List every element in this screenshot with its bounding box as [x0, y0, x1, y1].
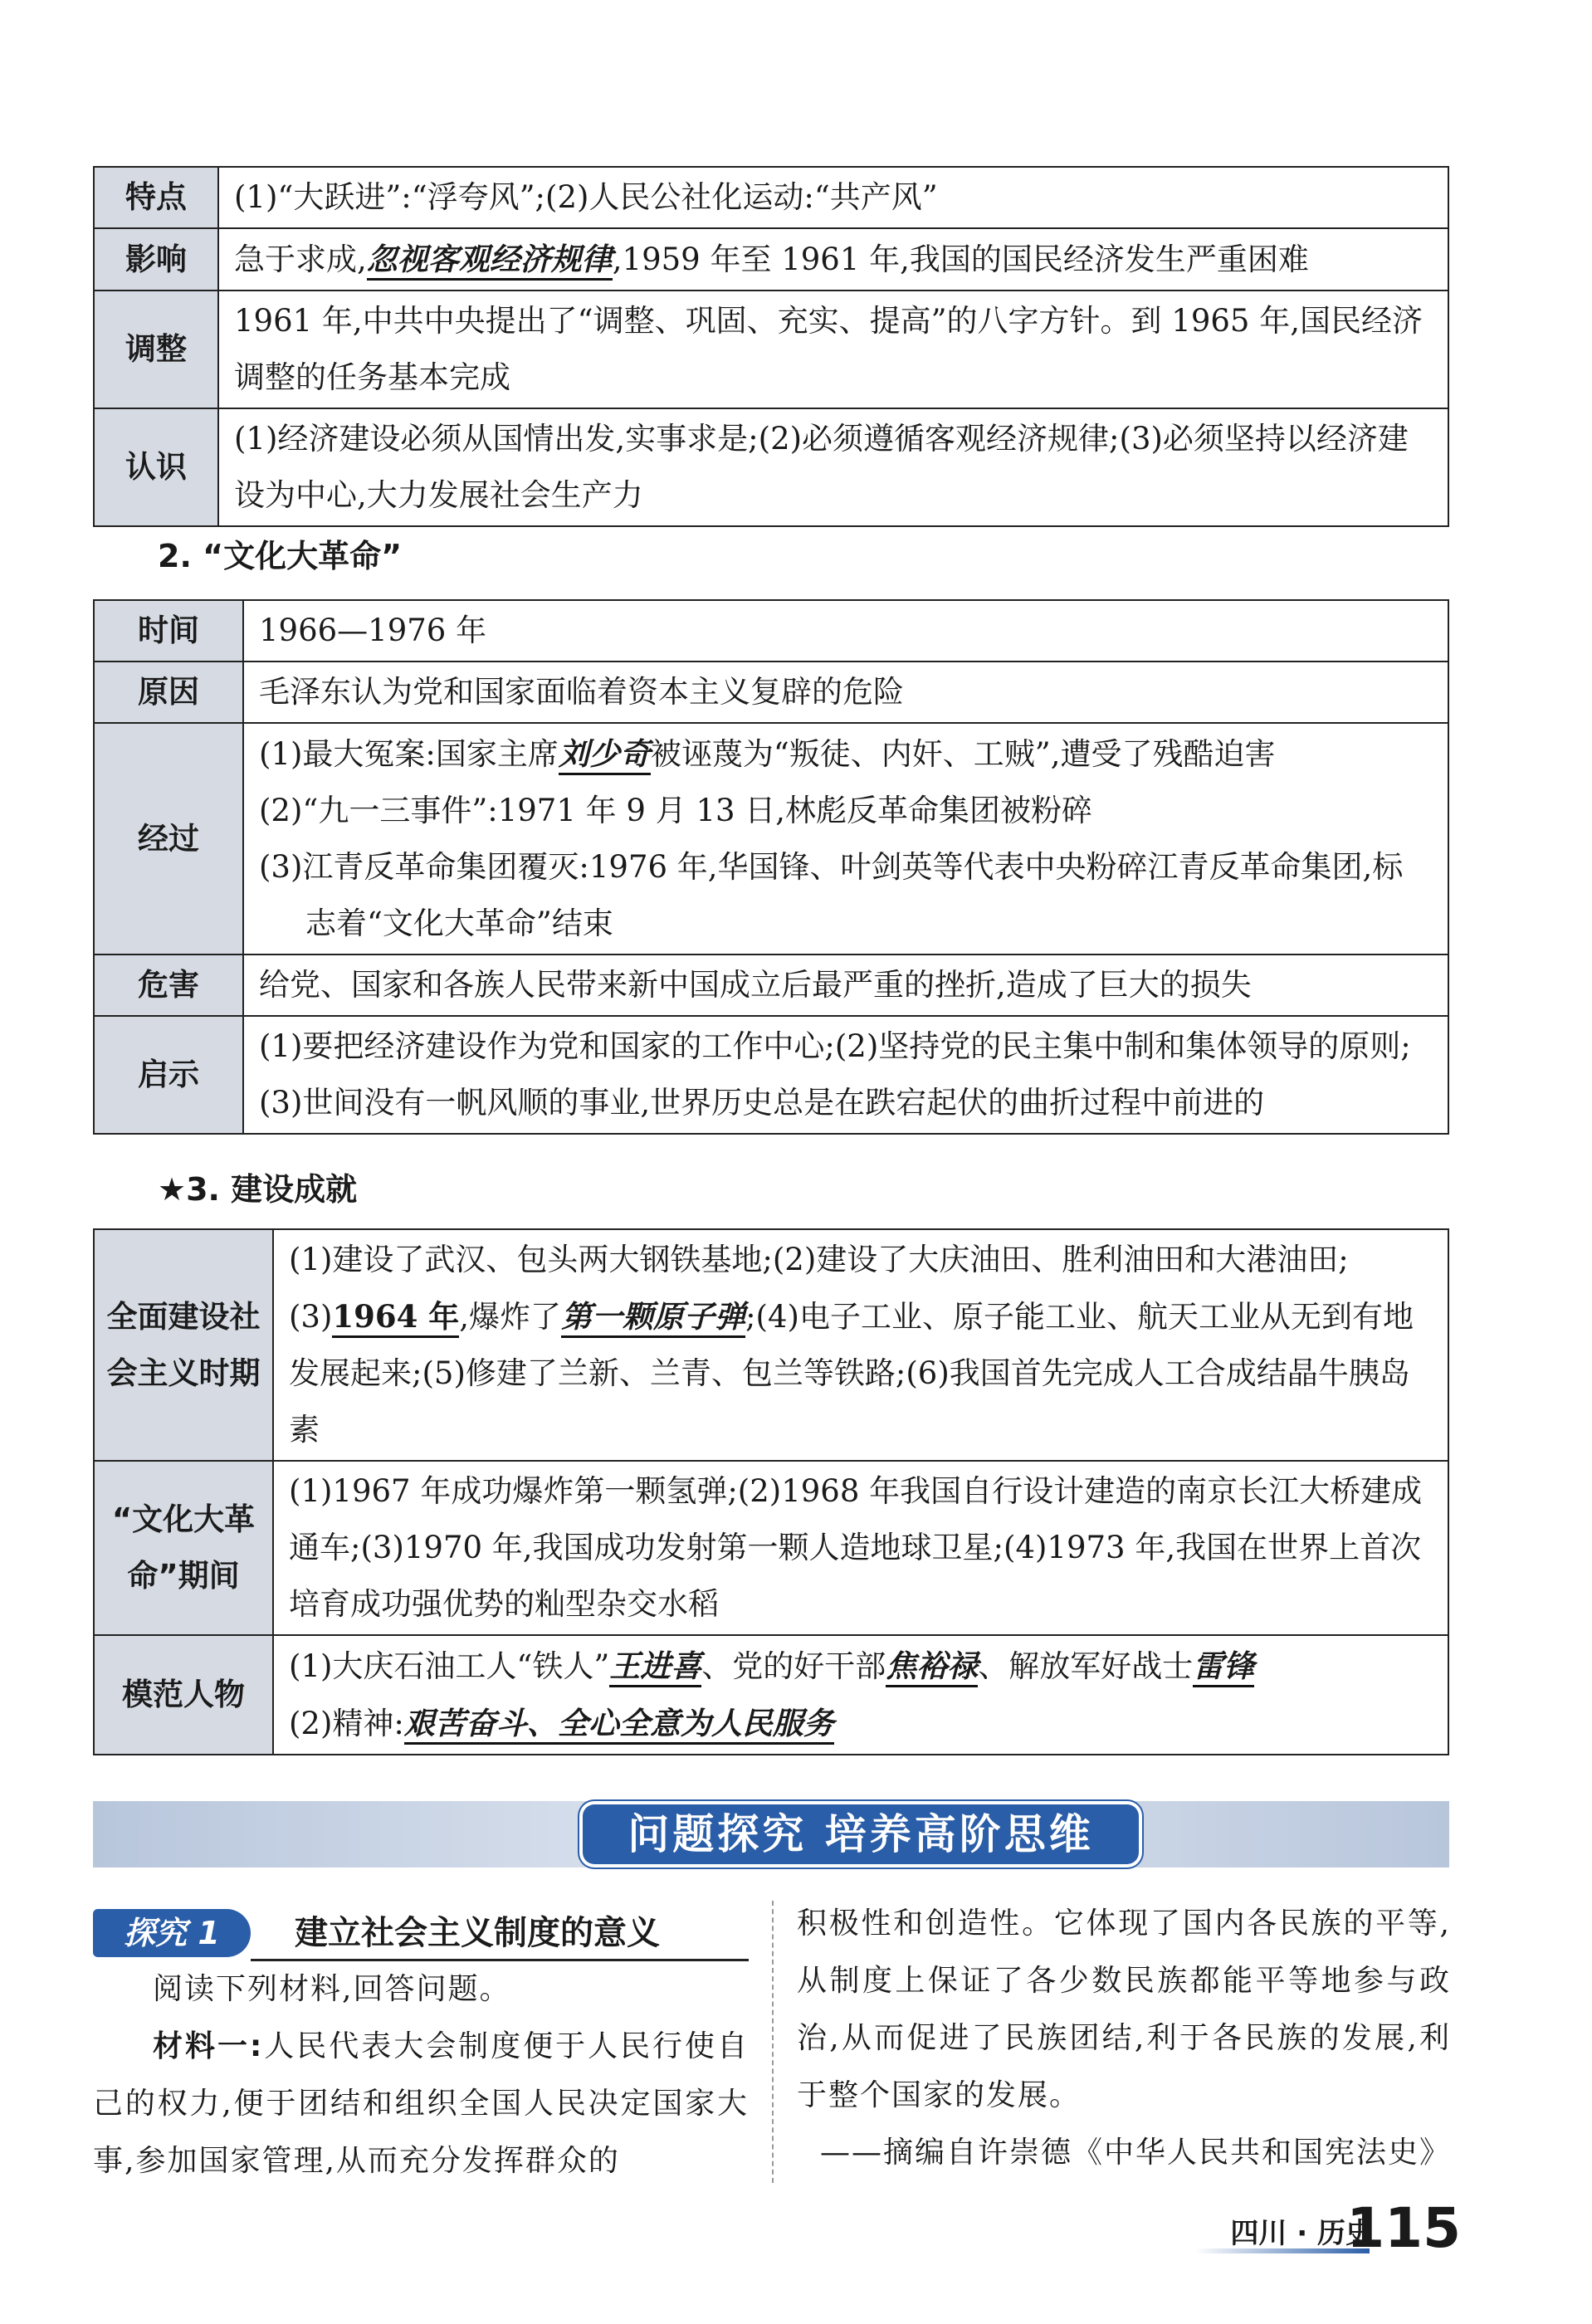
row-content: (1)经济建设必须从国情出发,实事求是;(2)必须遵循客观经济规律;(3)必须坚持以经济建设为中心,大力发展社会生产力	[218, 408, 1448, 526]
text-segment: 、解放军好战士	[978, 1648, 1194, 1684]
key-point: 忽视客观经济规律	[367, 241, 613, 281]
material-paragraph	[93, 2018, 749, 2190]
explore-left-column	[93, 1960, 749, 2190]
table-row	[94, 600, 1448, 662]
table-cultural-revolution	[93, 599, 1449, 1135]
table-row	[94, 954, 1448, 1016]
section-title: 2. “文化大革命”	[158, 538, 403, 574]
text-segment: 急于求成,	[234, 242, 367, 277]
explore-tag: 探究 1	[93, 1909, 251, 1957]
key-point: 刘少奇	[559, 735, 651, 775]
process-item: (2)“九一三事件”:1971 年 9 月 13 日,林彪反革命集团被粉碎	[259, 793, 1093, 828]
key-point: 王进喜	[609, 1648, 701, 1687]
table-achievements	[93, 1228, 1449, 1755]
row-head: 影响	[94, 228, 218, 290]
text-segment: ,1959 年至 1961 年,我国的国民经济发生严重困难	[612, 242, 1309, 277]
table-great-leap	[93, 166, 1449, 527]
process-item	[259, 725, 1433, 783]
row-head: 危害	[94, 954, 243, 1016]
key-point: 焦裕禄	[886, 1648, 978, 1687]
text-segment: (2)精神:	[289, 1706, 404, 1741]
table-row	[94, 1635, 1448, 1755]
key-point: 艰苦奋斗、全心全意为人民服务	[404, 1705, 834, 1745]
row-head: 启示	[94, 1016, 243, 1134]
row-head: 全面建设社会主义时期	[94, 1229, 273, 1461]
material-text-continued: 积极性和创造性。它体现了国内各民族的平等,从制度上保证了各少数民族都能平等地参与政治,从而促进了民族团结,利于各民族的发展,利于整个国家的发展。	[797, 1907, 1451, 2112]
instruction: 阅读下列材料,回答问题。	[153, 1972, 511, 2006]
row-content: 1961 年,中共中央提出了“调整、巩固、充实、提高”的八字方针。到 1965 年,国民经济调整的任务基本完成	[218, 290, 1448, 408]
text-segment: (1)最大冤案:国家主席	[259, 736, 559, 772]
table-row	[94, 1229, 1448, 1461]
text-segment: 被诬蔑为“叛徒、内奸、工贼”,遭受了残酷迫害	[650, 736, 1276, 772]
row-content	[218, 228, 1448, 290]
table-row	[94, 408, 1448, 526]
section-title: ★3. 建设成就	[158, 1171, 358, 1208]
row-head: 时间	[94, 600, 243, 662]
table-row	[94, 167, 1448, 228]
row-head: 调整	[94, 290, 218, 408]
model-item	[289, 1695, 1433, 1752]
text-segment: ,爆炸了	[459, 1299, 562, 1335]
key-point: 雷锋	[1193, 1648, 1254, 1687]
process-item: (3)江青反革命集团覆灭:1976 年,华国锋、叶剑英等代表中央粉碎江青反革命集团,标志着“文化大革命”结束	[259, 849, 1404, 941]
banner-label: 问题探究 培养高阶思维	[583, 1804, 1139, 1864]
row-head: 经过	[94, 723, 243, 954]
footer-label: 四川 · 历史	[1230, 2217, 1374, 2250]
text-segment: ;(4)电子工业、原子能工业、航天工业从无到有地发展起来;(5)修建了兰新、兰青、包兰等铁路;(6)我国首先完成人工合成结晶牛胰岛素	[289, 1299, 1414, 1448]
row-content: (1)1967 年成功爆炸第一颗氢弹;(2)1968 年我国自行设计建造的南京长江大桥建成通车;(3)1970 年,我国成功发射第一颗人造地球卫星;(4)1973 年,我国在世界上首次培育成功强优势的籼型杂交水稻	[273, 1461, 1448, 1635]
row-content	[273, 1635, 1448, 1755]
table-row	[94, 1461, 1448, 1635]
row-head: 模范人物	[94, 1635, 273, 1755]
page-footer	[1195, 2195, 1461, 2262]
column-divider	[772, 1901, 774, 2183]
section-banner	[93, 1801, 1449, 1868]
row-head: “文化大革命”期间	[94, 1461, 273, 1635]
row-content: 毛泽东认为党和国家面临着资本主义复辟的危险	[243, 662, 1448, 723]
table-row	[94, 290, 1448, 408]
key-point: 第一颗原子弹	[561, 1298, 745, 1338]
material-text: 人民代表大会制度便于人民行使自己的权力,便于团结和组织全国人民决定国家大事,参加国家管理,从而充分发挥群众的	[93, 2029, 749, 2178]
explore-title: 建立社会主义制度的意义	[295, 1914, 660, 1952]
text-segment: 、党的好干部	[701, 1648, 886, 1684]
table-row	[94, 1016, 1448, 1134]
table-row	[94, 723, 1448, 954]
row-head: 特点	[94, 167, 218, 228]
row-content: (1)“大跃进”:“浮夸风”;(2)人民公社化运动:“共产风”	[218, 167, 1448, 228]
row-content: (1)要把经济建设作为党和国家的工作中心;(2)坚持党的民主集中制和集体领导的原则;(3)世间没有一帆风顺的事业,世界历史总是在跌宕起伏的曲折过程中前进的	[243, 1016, 1448, 1134]
row-content	[273, 1229, 1448, 1461]
material-label: 材料一:	[153, 2029, 264, 2063]
table-row	[94, 662, 1448, 723]
key-year: 1964 年	[332, 1298, 459, 1338]
row-head: 认识	[94, 408, 218, 526]
model-item	[289, 1638, 1433, 1695]
page-number: 115	[1346, 2196, 1461, 2260]
row-content	[243, 723, 1448, 954]
table-row	[94, 228, 1448, 290]
row-content: 给党、国家和各族人民带来新中国成立后最严重的挫折,造成了巨大的损失	[243, 954, 1448, 1016]
row-content: 1966—1976 年	[243, 600, 1448, 662]
text-segment: (1)大庆石油工人“铁人”	[289, 1648, 610, 1684]
text-segment: (1)建设了武汉、包头两大钢铁基地;(2)建设了大庆油田、胜利油田和大港油田;(3)	[289, 1242, 1349, 1335]
explore-right-column	[797, 1895, 1451, 2181]
material-source: ——摘编自许崇德《中华人民共和国宪法史》	[819, 2136, 1451, 2170]
row-head: 原因	[94, 662, 243, 723]
